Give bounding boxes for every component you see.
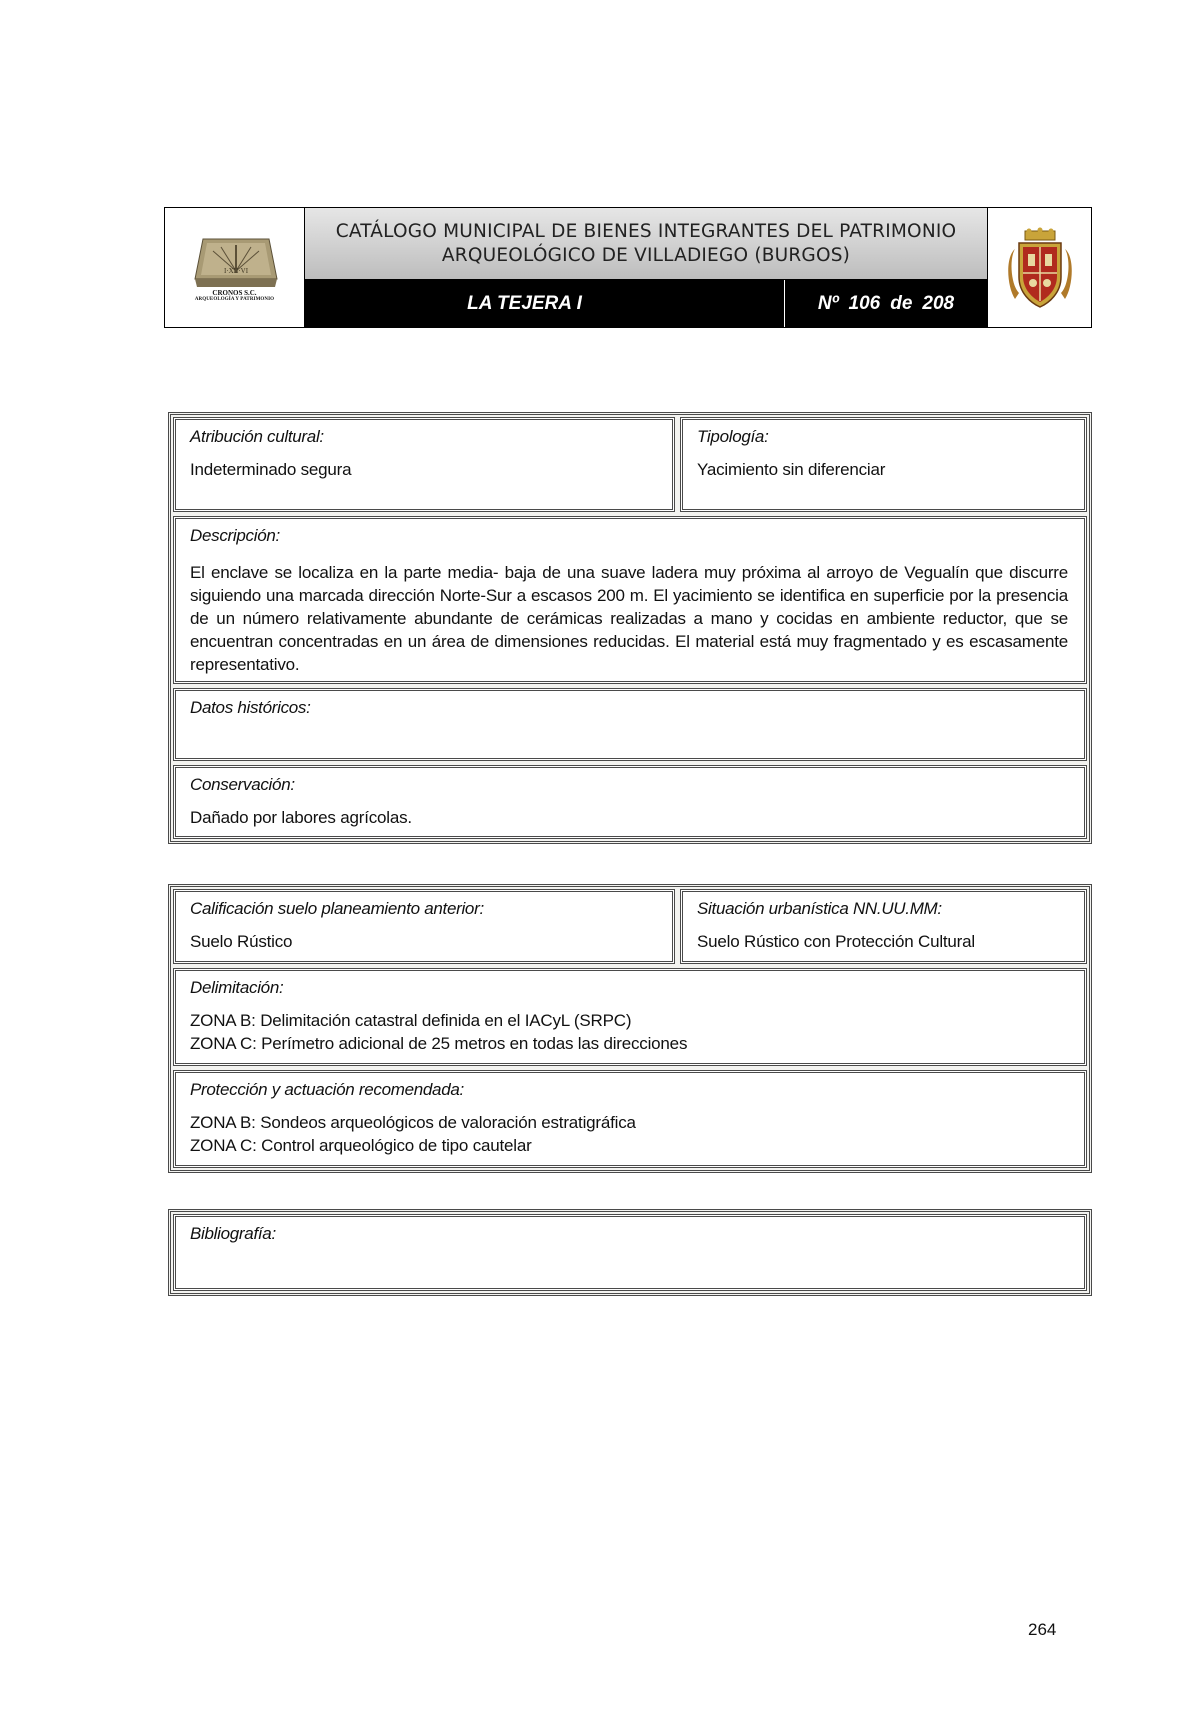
proteccion-zona-c: ZONA C: Control arqueológico de tipo cautelar [190,1136,532,1155]
catalog-title-line2: ARQUEOLÓGICO DE VILLADIEGO (BURGOS) [441,244,851,266]
tipologia-value: Yacimiento sin diferenciar [697,460,886,479]
conservacion-value: Dañado por labores agrícolas. [190,808,412,827]
record-number [785,280,987,327]
descripcion-label: Descripción: [190,526,280,545]
calificacion-field [173,889,675,964]
descripcion-field [173,516,1087,684]
record-number-value: 106 [848,292,881,314]
logo-caption-name: CRONOS S.C. [212,288,257,297]
page-number: 264 [1028,1620,1057,1639]
sundial-logo-icon [189,233,281,289]
calificacion-value: Suelo Rústico [190,932,293,951]
svg-text:I·XII·VI: I·XII·VI [223,266,248,275]
identification-block [168,412,1092,844]
delimitacion-zona-c: ZONA C: Perímetro adicional de 25 metros en todas las direcciones [190,1034,688,1053]
record-number-total: 208 [922,292,955,314]
calificacion-label: Calificación suelo planeamiento anterior: [190,899,484,918]
situacion-value: Suelo Rústico con Protección Cultural [697,932,975,951]
atribucion-value: Indeterminado segura [190,460,352,479]
site-bar [305,280,987,327]
urban-planning-block [168,884,1092,1173]
coat-of-arms-icon [1007,227,1073,309]
situacion-field [680,889,1087,964]
proteccion-label: Protección y actuación recomendada: [190,1080,464,1099]
delimitacion-label: Delimitación: [190,978,284,997]
proteccion-zona-b: ZONA B: Sondeos arqueológicos de valoración estratigráfica [190,1113,636,1132]
proteccion-field [173,1070,1087,1168]
datos-historicos-field [173,688,1087,761]
bibliografia-field [173,1214,1087,1291]
delimitacion-zona-b: ZONA B: Delimitación catastral definida en el IACyL (SRPC) [190,1011,632,1030]
catalog-title-line1: CATÁLOGO MUNICIPAL DE BIENES INTEGRANTES DEL PATRIMONIO [335,220,957,242]
situacion-label: Situación urbanística NN.UU.MM: [697,899,942,918]
logo-caption-tagline: ARQUEOLOGÍA Y PATRIMONIO [194,297,275,303]
tipologia-field [680,417,1087,512]
atribucion-label: Atribución cultural: [190,427,324,446]
catalog-header [164,207,1092,328]
cronos-logo [165,208,305,327]
site-name: LA TEJERA I [305,280,785,327]
conservacion-label: Conservación: [190,775,295,794]
descripcion-value: El enclave se localiza en la parte media- baja de una suave ladera muy próxima al arroyo de Vegualín que discurre siguiendo una marcada dirección Norte-Sur a escasos 200 m. El yacimiento se identifica en superficie por la presencia de un número relativamente abundante de cerámicas realizadas a mano y cocidas en ambiente reductor, que se encuentran concentradas en un área de dimensiones reducidas. El material está muy fragmentado y es escasamente representativo. [190,563,1068,674]
datos-historicos-label: Datos históricos: [190,698,311,717]
tipologia-label: Tipología: [697,427,769,446]
villadiego-logo [987,208,1091,327]
atribucion-field [173,417,675,512]
delimitacion-field [173,968,1087,1066]
catalog-title [305,208,987,280]
record-number-of: de [890,292,913,314]
bibliografia-label: Bibliografía: [190,1224,276,1243]
conservacion-field [173,765,1087,839]
record-number-prefix: Nº [817,292,839,314]
bibliography-block [168,1209,1092,1296]
